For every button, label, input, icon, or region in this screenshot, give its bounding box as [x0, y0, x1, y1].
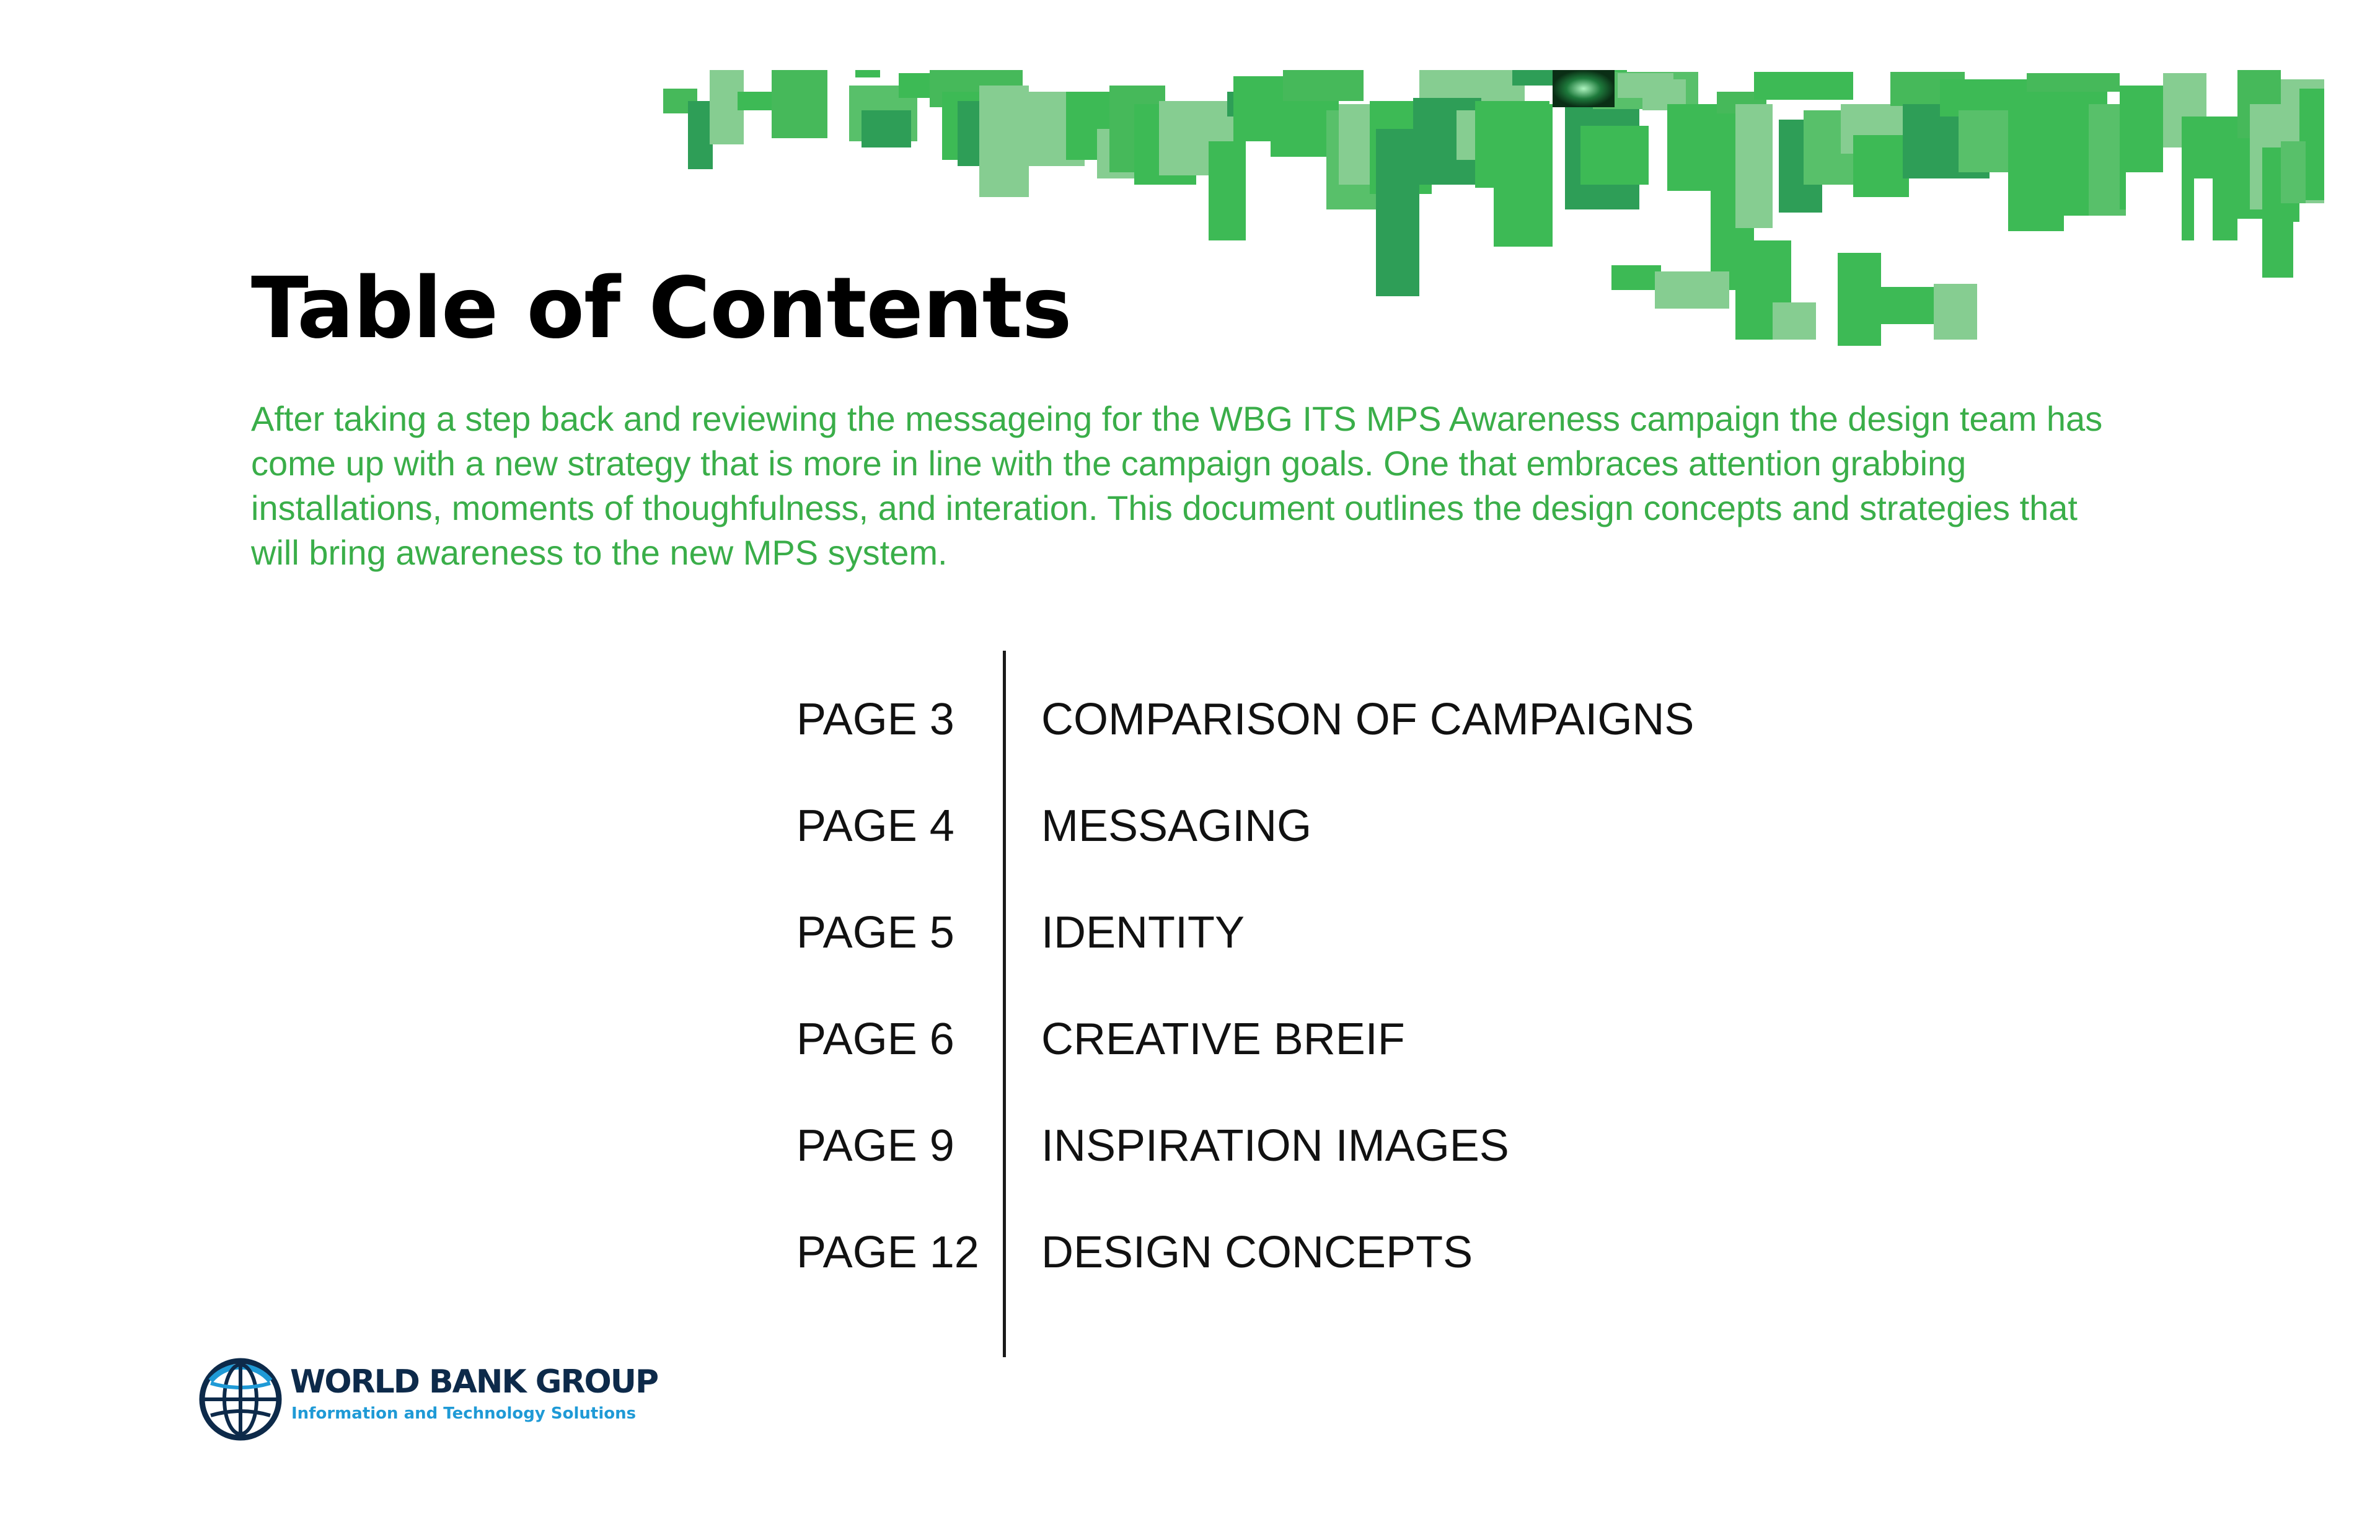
toc-page-number: PAGE 4 — [796, 801, 954, 851]
toc-row-page-9[interactable] — [796, 1120, 1850, 1227]
intro-paragraph: After taking a step back and reviewing the messageing for the WBG ITS MPS Awareness campaign the design team has come up with a new strategy that is more in line with the campaign goals. One that embraces attention grabbing installations, moments of thoughfulness, and interation. This document outlines the design concepts and strategies that will bring awareness to the new MPS system. — [251, 399, 2103, 572]
logo-subtitle: Information and Technology Solutions — [291, 1404, 637, 1423]
toc-row-page-5[interactable] — [796, 907, 1850, 1014]
banner-block — [2262, 222, 2293, 278]
banner-block — [1838, 253, 1881, 346]
toc-page-number: PAGE 5 — [796, 908, 954, 957]
toc-row-page-4[interactable] — [796, 801, 1850, 907]
banner-block — [2027, 73, 2120, 92]
globe-icon — [197, 1356, 284, 1443]
banner-block — [772, 70, 827, 138]
toc-list — [796, 694, 1850, 1334]
toc-section-title: DESIGN CONCEPTS — [1041, 1228, 1473, 1277]
banner-gap — [2126, 172, 2163, 290]
toc-page-number: PAGE 9 — [796, 1121, 954, 1171]
banner-block — [1209, 141, 1246, 240]
page-title: Table of Contents — [251, 260, 1072, 358]
toc-page-number: PAGE 6 — [796, 1014, 954, 1064]
banner-gap — [2194, 178, 2213, 253]
banner-block — [2281, 141, 2306, 203]
toc-section-title: IDENTITY — [1041, 908, 1245, 957]
banner-block — [1754, 72, 1853, 100]
banner-block — [1773, 302, 1816, 340]
banner-block — [1611, 265, 1661, 290]
banner-block — [1934, 284, 1977, 340]
table-of-contents — [796, 651, 1850, 1357]
toc-section-title: INSPIRATION IMAGES — [1041, 1121, 1509, 1171]
banner-block — [1655, 271, 1729, 309]
banner-block — [1376, 129, 1419, 296]
toc-page-number: PAGE 3 — [796, 695, 954, 744]
toc-row-page-3[interactable] — [796, 694, 1850, 801]
logo-wordmark: WORLD BANK GROUP — [290, 1363, 658, 1401]
banner-block — [1853, 135, 1909, 197]
banner-spark — [1553, 70, 1615, 107]
banner-block — [1580, 126, 1649, 185]
toc-section-title: COMPARISON OF CAMPAIGNS — [1041, 695, 1695, 744]
world-bank-group-logo — [197, 1356, 658, 1449]
banner-block — [979, 86, 1029, 197]
toc-row-page-12[interactable] — [796, 1227, 1850, 1334]
toc-section-title: CREATIVE BREIF — [1041, 1014, 1405, 1064]
banner-block — [855, 70, 880, 77]
banner-block — [688, 101, 713, 169]
toc-section-title: MESSAGING — [1041, 801, 1312, 851]
toc-page-number: PAGE 12 — [796, 1228, 979, 1277]
toc-row-page-6[interactable] — [796, 1014, 1850, 1120]
banner-block — [862, 110, 911, 147]
banner-block — [1512, 70, 1556, 86]
banner-block — [1735, 104, 1773, 228]
banner-block — [1283, 70, 1364, 101]
banner-block — [1494, 104, 1553, 247]
